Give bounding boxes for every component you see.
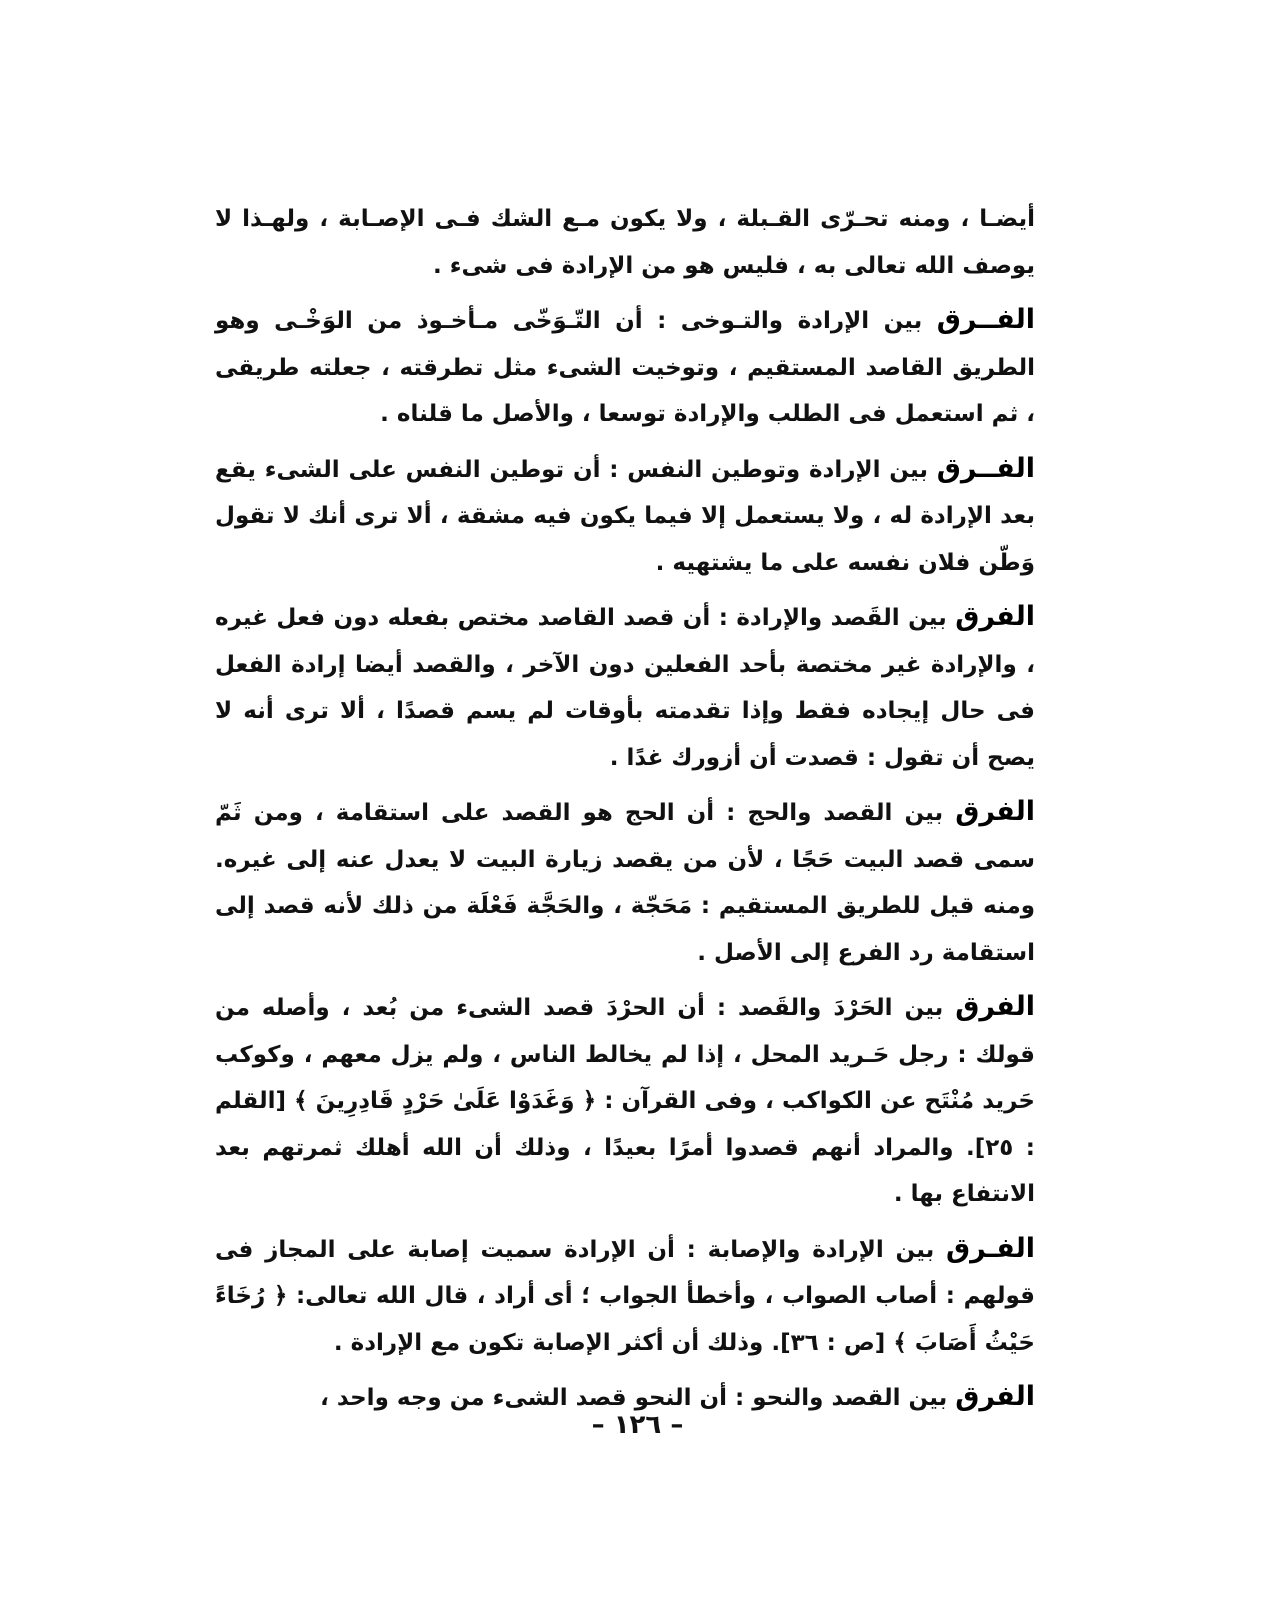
paragraph-term: الفــرق — [936, 452, 1035, 484]
paragraph-qasd-hajj — [215, 789, 1035, 976]
paragraph-text: بين القَصد والإرادة : أن قصد القاصد مختص بفعله دون فعل غيره ، والإرادة غير مختصة بأحد الفعلين دون الآخر ، والقصد أيضا إرادة الفعل فى حال إيجاده فقط وإذا تقدمته بأوقات لم يسم قصدًا ، ألا ترى أنه لا يصح أن تقول : قصدت أن أزورك غدًا . — [215, 605, 1035, 771]
paragraph-text: بين القصد والحج : أن الحج هو القصد على استقامة ، ومن ثَمّ سمى قصد البيت حَجًا ، لأن من يقصد زيارة البيت لا يعدل عنه إلى غيره. ومنه قيل للطريق المستقيم : مَحَجّة ، والحَجَّة فَعْلَة من ذلك لأنه قصد إلى استقامة رد الفرع إلى الأصل . — [215, 800, 1035, 966]
paragraph-hard-qasd — [215, 984, 1035, 1218]
paragraph-term: الفــرق — [936, 304, 1035, 335]
paragraph-text: بين الإرادة والتـوخى : أن التّـوَخّى مـأخـوذ من الوَخْـى وهو الطريق القاصد المستقيم ، وتوخيت الشىء مثل تطرقته ، جعلته طريقى ، ثم استعمل فى الطلب والإرادة توسعا ، والأصل ما قلناه . — [215, 308, 1035, 427]
paragraph-text: أيضـا ، ومنه تحـرّى القـبلة ، ولا يكون مـع الشك فـى الإصـابة ، ولهـذا لا يوصف الله تعالى به ، فليس هو من الإرادة فى شىء . — [215, 206, 1035, 279]
paragraph-term: الفـرق — [946, 1232, 1035, 1264]
paragraph-text: بين الإرادة والإصابة : أن الإرادة سميت إصابة على المجاز فى قولهم : أصاب الصواب ، وأخطأ الجواب ؛ أى أراد ، قال الله تعالى: ﴿ رُخَاءً حَيْثُ أَصَابَ ﴾ [ص : ٣٦]. وذلك أن أكثر الإصابة تكون مع الإرادة . — [215, 1236, 1035, 1356]
paragraph-text: بين الإرادة وتوطين النفس : أن توطين النفس على الشىء يقع بعد الإرادة له ، ولا يستعمل إلا فيما يكون فيه مشقة ، ألا ترى أنك لا تقول وَطّن فلان نفسه على ما يشتهيه . — [215, 456, 1035, 576]
paragraph-tawakhi — [215, 297, 1035, 438]
paragraph-term: الفرق — [955, 796, 1035, 827]
paragraph-term: الفرق — [955, 601, 1035, 632]
paragraph-term: الفرق — [955, 1381, 1035, 1412]
paragraph-qasd-iradah — [215, 594, 1035, 781]
page-number: – ١٢٦ – — [591, 1410, 684, 1440]
paragraph-iradah-isabah — [215, 1226, 1035, 1367]
paragraph-text: بين القصد والنحو : أن النحو قصد الشىء من وجه واحد ، — [320, 1385, 956, 1411]
paragraph-tawtin-alnafs — [215, 446, 1035, 587]
paragraph-term: الفرق — [955, 991, 1035, 1022]
paragraph-text: بين الحَرْدَ والقَصد : أن الحرْدَ قصد الشىء من بُعد ، وأصله من قولك : رجل حَـريد المحل ، إذا لم يخالط الناس ، ولم يزل معهم ، وكوكب حَريد مُنْتَح عن الكواكب ، وفى القرآن : ﴿ وَغَدَوْا عَلَىٰ حَرْدٍ قَادِرِينَ ﴾ [القلم : ٢٥]. والمراد أنهم قصدوا أمرًا بعيدًا ، وذلك أن الله أهلك ثمرتهم بعد الانتفاع بها . — [215, 995, 1035, 1207]
paragraph-continuation — [215, 196, 1035, 289]
body-text — [215, 196, 1035, 1430]
